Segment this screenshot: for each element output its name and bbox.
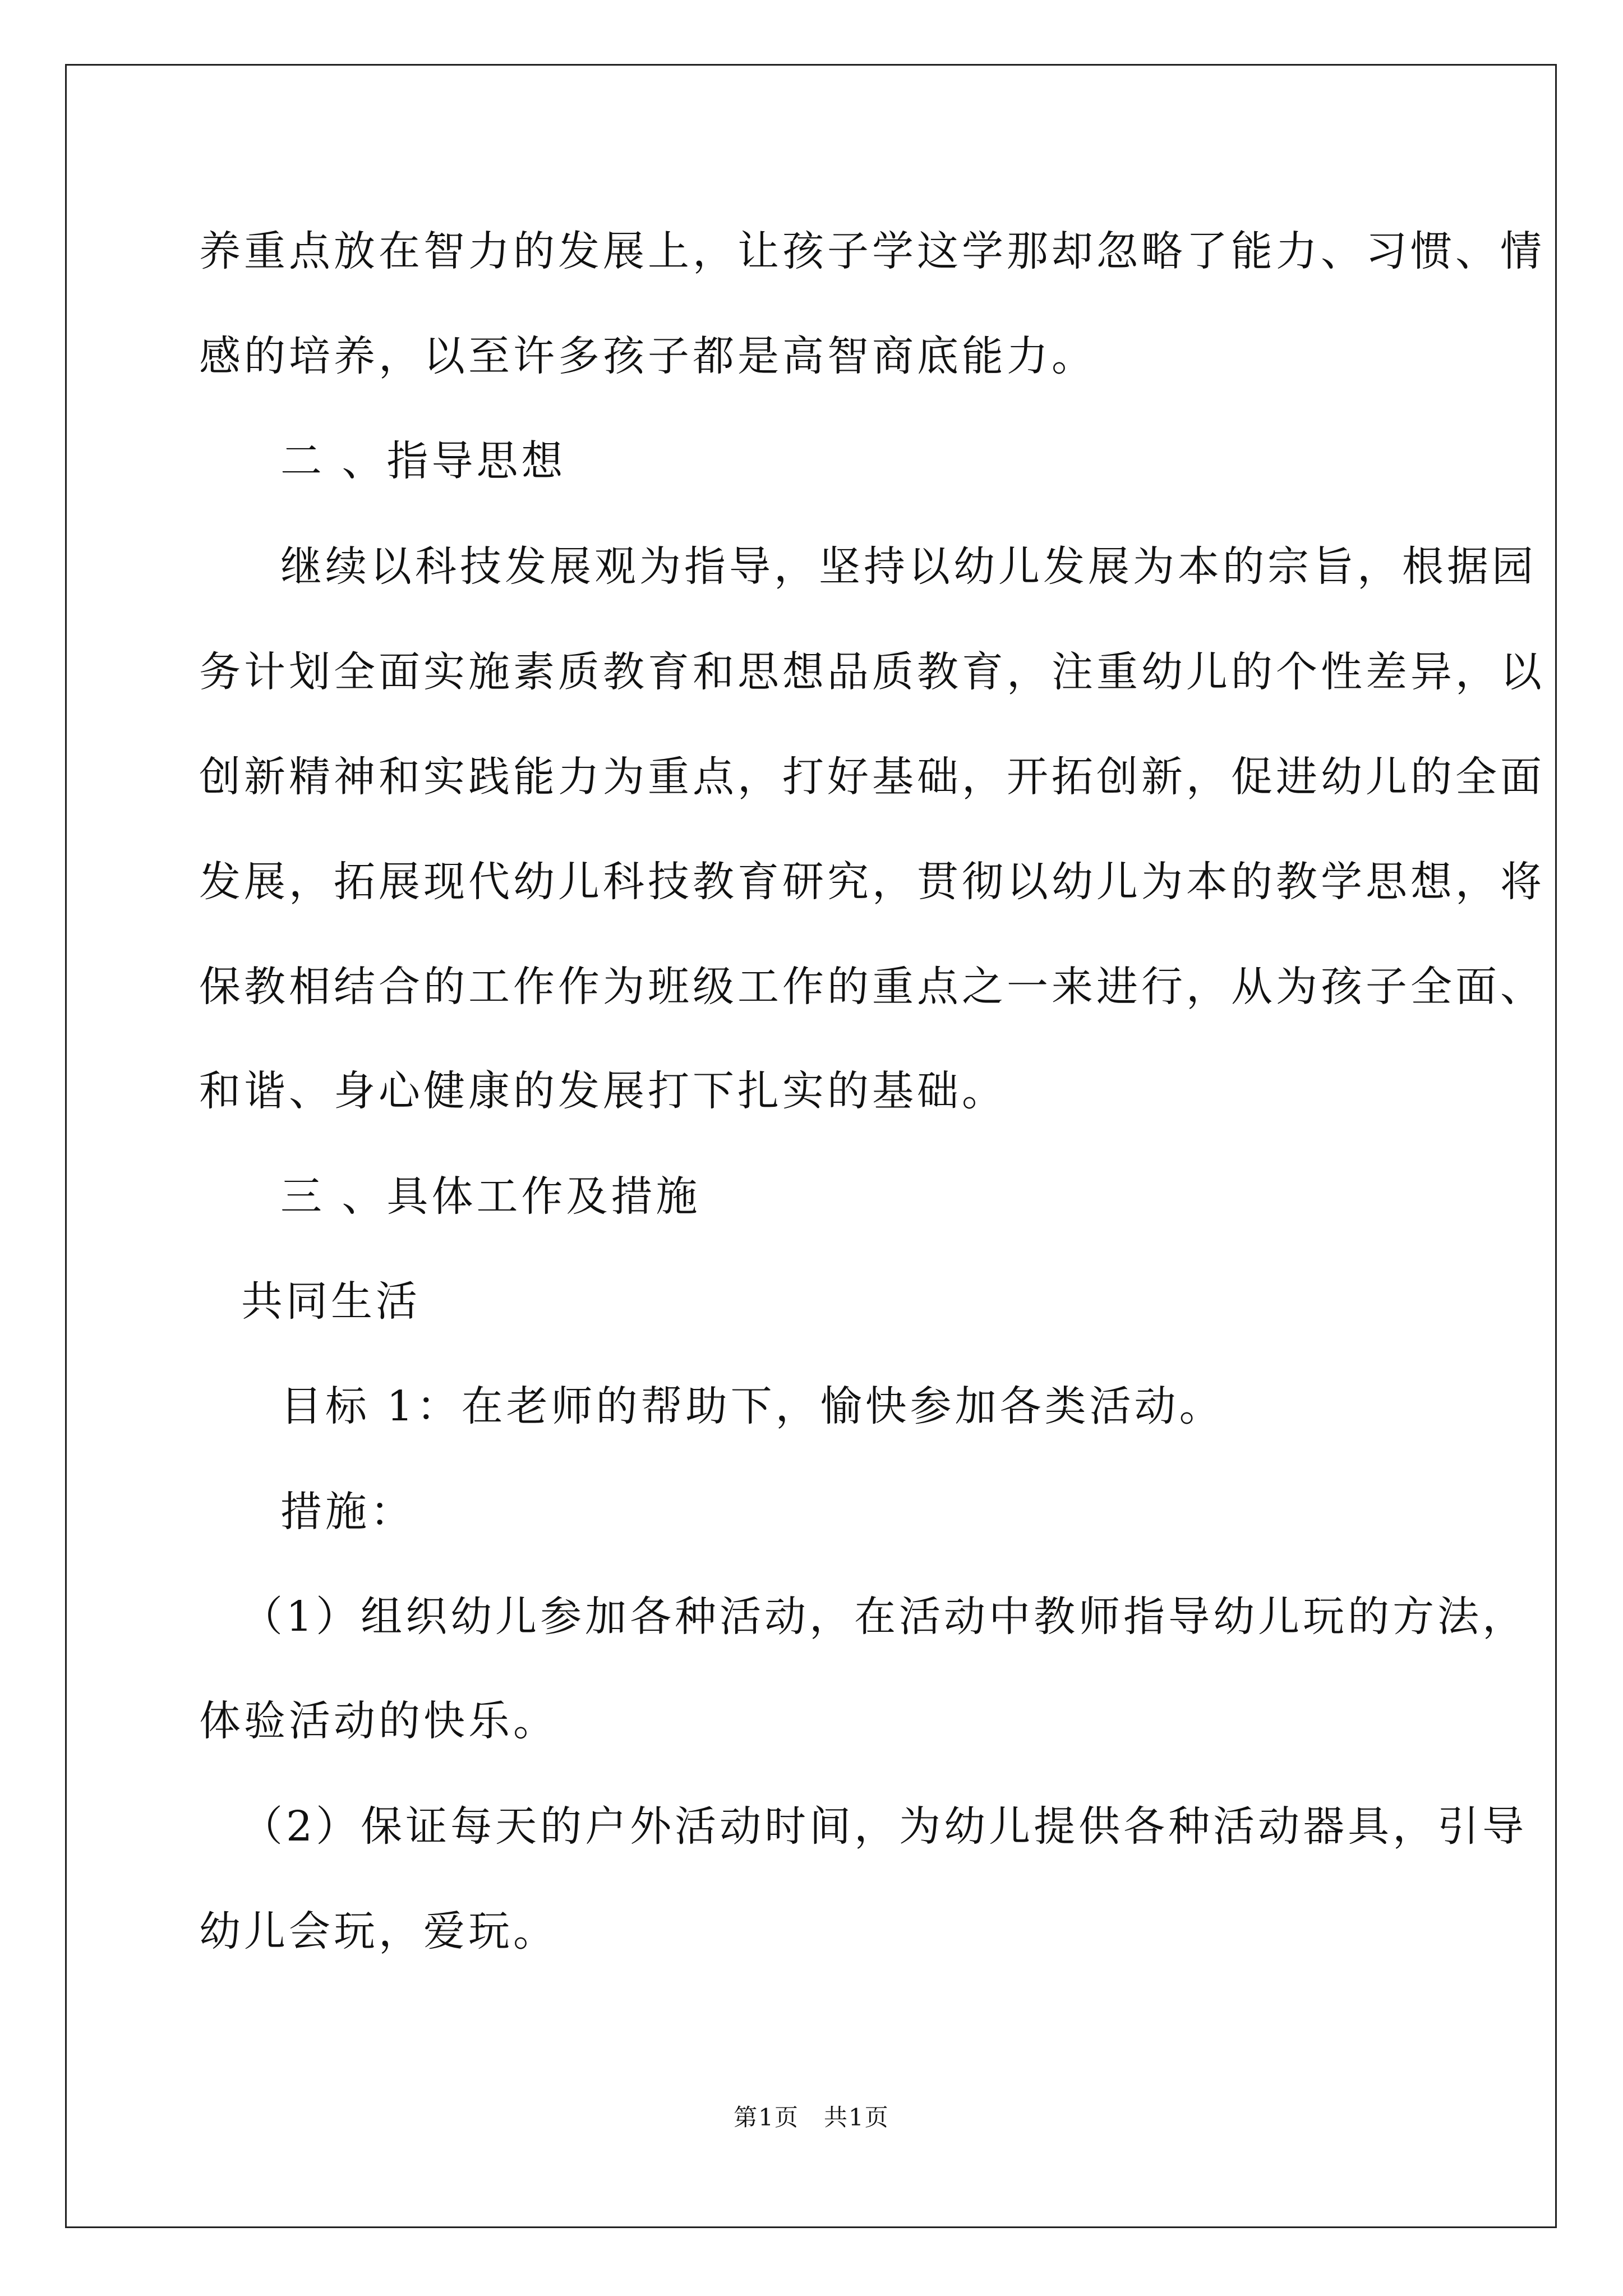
list-item: （2）保证每天的户外活动时间，为幼儿提供各种活动器具，引导 [241,1802,1528,1851]
body-line: 创新精神和实践能力为重点，打好基础，开拓创新，促进幼儿的全面 [199,753,1545,801]
body-line: 发展，拓展现代幼儿科技教育研究，贯彻以幼儿为本的教学思想，将 [199,858,1545,906]
body-line: 体验活动的快乐。 [199,1697,558,1745]
page-footer: 第1页 共1页 [734,2104,889,2131]
body-line: 务计划全面实施素质教育和思想品质教育，注重幼儿的个性差异，以 [199,648,1545,696]
body-line: 养重点放在智力的发展上，让孩子学这学那却忽略了能力、习惯、情 [199,227,1545,275]
list-item: （1）组织幼儿参加各种活动，在活动中教师指导幼儿玩的方法， [241,1593,1528,1641]
section-heading: 三 、具体工作及措施 [280,1172,701,1221]
goal-line: 目标 1：在老师的帮助下，愉快参加各类活动。 [280,1382,1224,1430]
body-line: 和谐、身心健康的发展打下扎实的基础。 [199,1067,1007,1115]
body-line: 幼儿会玩，爱玩。 [199,1907,558,1955]
body-line: 保教相结合的工作作为班级工作的重点之一来进行，从为孩子全面、 [199,963,1545,1011]
section-heading: 二 、指导思想 [280,437,566,485]
body-line: 感的培养，以至许多孩子都是高智商底能力。 [199,332,1096,380]
subheading: 共同生活 [241,1277,421,1326]
measures-label: 措施： [280,1488,415,1536]
body-line: 继续以科技发展观为指导，坚持以幼儿发展为本的宗旨，根据园 [280,542,1537,591]
